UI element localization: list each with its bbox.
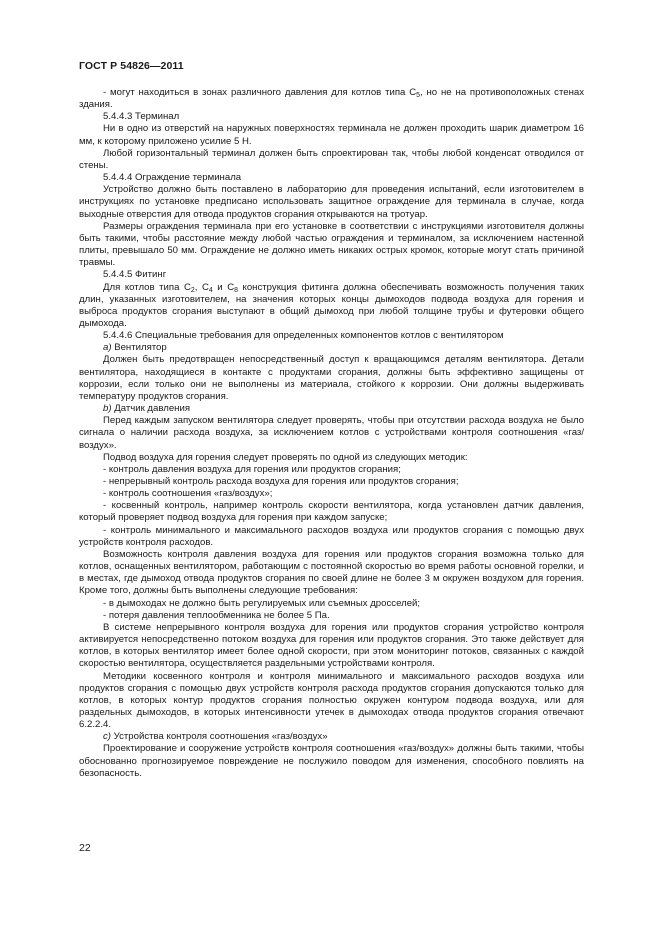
paragraph: Ни в одно из отверстий на наружных поверхностях терминала не должен проходить шарик диаметром 16 мм, к которому приложено усилие 5 Н. — [79, 123, 584, 147]
document-body — [79, 87, 584, 780]
section-heading: 5.4.4.3 Терминал — [103, 111, 180, 123]
paragraph: Методики косвенного контроля и контроля минимального и максимального расходов воздуха или продуктов сгорания с помощью двух устройств контроля расхода продуктов сгорания допускаются только для котлов, в которых контур продуктов сгорания полностью окружен контуром подвода воздуха, или для раздельных дымоходов, в которых интенсивности утечек в дымоходах отвода продуктов сгорания отвечают 6.2.2.4. — [79, 670, 584, 731]
paragraph: Должен быть предотвращен непосредственный доступ к вращающимся деталям вентилятора. Детали вентилятора, находящиеся в контакте с продуктами сгорания, должны быть эффективно защищены от коррозии, если только они не выполнены из материала, стойкого к коррозии. Они должны выдерживать температуру продуктов сгорания. — [79, 354, 584, 402]
paragraph: Проектирование и сооружение устройств контроля соотношения «газ/воздух» должны быть такими, чтобы обоснованно прогнозируемое повреждение не послужило поводом для изменения, способного повлиять на безопасность. — [79, 743, 584, 779]
subsection-heading: c) Устройства контроля соотношения «газ/воздух» — [103, 731, 328, 743]
list-item: - контроль минимального и максимального расходов воздуха или продуктов сгорания с помощью двух устройств контроля расходов. — [79, 524, 584, 548]
list-item: - контроль соотношения «газ/воздух»; — [103, 488, 273, 500]
subsection-heading: b) Датчик давления — [103, 403, 191, 415]
paragraph: В системе непрерывного контроля воздуха для горения или продуктов сгорания устройство контроля активируется непосредственно потоком воздуха для горения или продуктов сгорания. Это также действует для котлов, в которых вентилятор имеет более одной скорости, при этом мониторинг потоков, связанных с каждой скоростью вентилятора, осуществляется раздельными устройствами контроля. — [79, 621, 584, 670]
paragraph: Для котлов типа $С_2$, $С_4$ и $С_8$ конструкция фитинга должна обеспечивать возможность получения таких длин, указанных изготовителем, на значения которых концы дымоходов подвода воздуха для горения и выброса продуктов сгорания выступают в общий дымоход при любой толщине трубы и футеровки общего дымохода. — [79, 281, 585, 329]
section-heading: 5.4.4.4 Ограждение терминала — [103, 172, 242, 184]
section-heading: 5.4.4.5 Фитинг — [103, 269, 167, 281]
list-item: - контроль давления воздуха для горения или продуктов сгорания; — [103, 463, 401, 475]
paragraph: Размеры ограждения терминала при его установке в соответствии с инструкциями изготовителя должны быть такими, чтобы расстояние между любой частью ограждения и терминалом, за исключением настенной плиты, превышало 50 мм. Ограждение не должно иметь никаких острых кромок, которые могут стать причиной травмы. — [79, 220, 584, 269]
paragraph: Любой горизонтальный терминал должен быть спроектирован так, чтобы любой конденсат отводился от стены. — [79, 147, 584, 171]
standard-header: ГОСТ Р 54826—2011 — [79, 60, 184, 72]
paragraph: - могут находиться в зонах различного давления для котлов типа $С_5$, но не на противоположных стенах здания. — [79, 87, 584, 111]
list-item: - непрерывный контроль расхода воздуха для горения или продуктов сгорания; — [103, 476, 459, 487]
subsection-heading: а) Вентилятор — [103, 342, 167, 354]
paragraph: Устройство должно быть поставлено в лабораторию для проведения испытаний, если изготовителем в инструкциях по установке предписано использовать защитное ограждение для терминала в случае, когда выходные отверстия для отвода продуктов сгорания открываются на тротуар. — [79, 184, 584, 220]
list-item: - потеря давления теплообменника не более 5 Па. — [103, 609, 330, 621]
paragraph: Перед каждым запуском вентилятора следует проверять, чтобы при отсутствии расхода воздуха не было сигнала о наличии расхода воздуха, за исключением котлов с устройствами контроля соотношения «газ/воздух». — [79, 415, 584, 451]
page-number: 22 — [79, 842, 91, 854]
list-item: - косвенный контроль, например контроль скорости вентилятора, когда установлен датчик давления, который проверяет подвод воздуха для горения при каждом запуске; — [79, 500, 584, 524]
list-item: - в дымоходах не должно быть регулируемых или съемных дросселей; — [103, 597, 421, 609]
paragraph: Подвод воздуха для горения следует проверять по одной из следующих методик: — [103, 451, 468, 463]
section-heading: 5.4.4.6 Специальные требования для определенных компонентов котлов с вентилятором — [103, 330, 504, 342]
paragraph: Возможность контроля давления воздуха для горения или продуктов сгорания возможна только для котлов, оснащенных вентилятором, работающим с постоянной скоростью во время работы основной горелки, и в местах, где дымоход отвода продуктов сгорания по своей длине не более 3 м окружен воздухом для горения. Кроме того, должны быть выполнены следующие требования: — [79, 548, 584, 597]
